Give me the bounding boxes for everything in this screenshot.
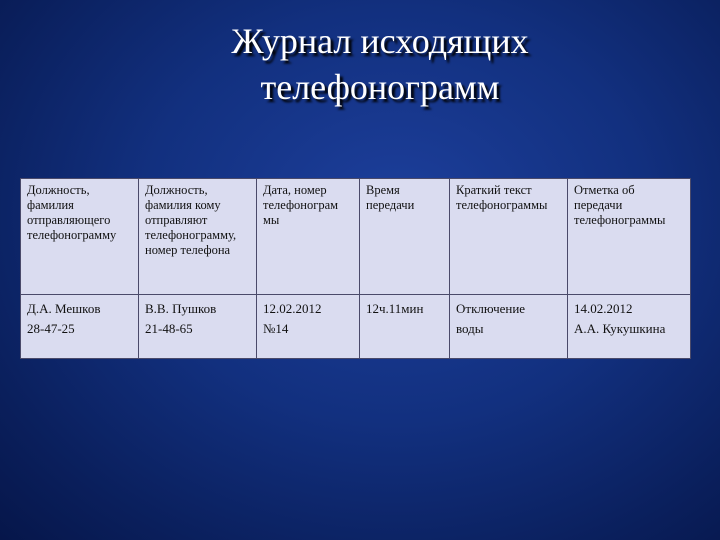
header-sender: Должность, фамилия отправляющего телефонограмму	[21, 179, 139, 295]
table-header-row	[21, 179, 691, 295]
page-title	[150, 18, 610, 110]
header-time: Время передачи	[360, 179, 450, 295]
cell-mark: 14.02.2012 А.А. Кукушкина	[568, 295, 691, 359]
header-mark: Отметка об передачи телефонограммы	[568, 179, 691, 295]
header-summary: Краткий текст телефонограммы	[450, 179, 568, 295]
cell-recipient: В.В. Пушков 21-48-65	[139, 295, 257, 359]
cell-date-number: 12.02.2012 №14	[257, 295, 360, 359]
table-row	[21, 295, 691, 359]
header-recipient: Должность, фамилия кому отправляют телефонограмму, номер телефона	[139, 179, 257, 295]
cell-time: 12ч.11мин	[360, 295, 450, 359]
page-title-line-1: Журнал исходящих	[231, 21, 529, 61]
journal-table	[20, 178, 691, 359]
cell-summary: Отключение воды	[450, 295, 568, 359]
cell-sender: Д.А. Мешков 28-47-25	[21, 295, 139, 359]
page-title-line-2: телефонограмм	[260, 67, 500, 107]
header-date-number: Дата, номер телефонограм мы	[257, 179, 360, 295]
